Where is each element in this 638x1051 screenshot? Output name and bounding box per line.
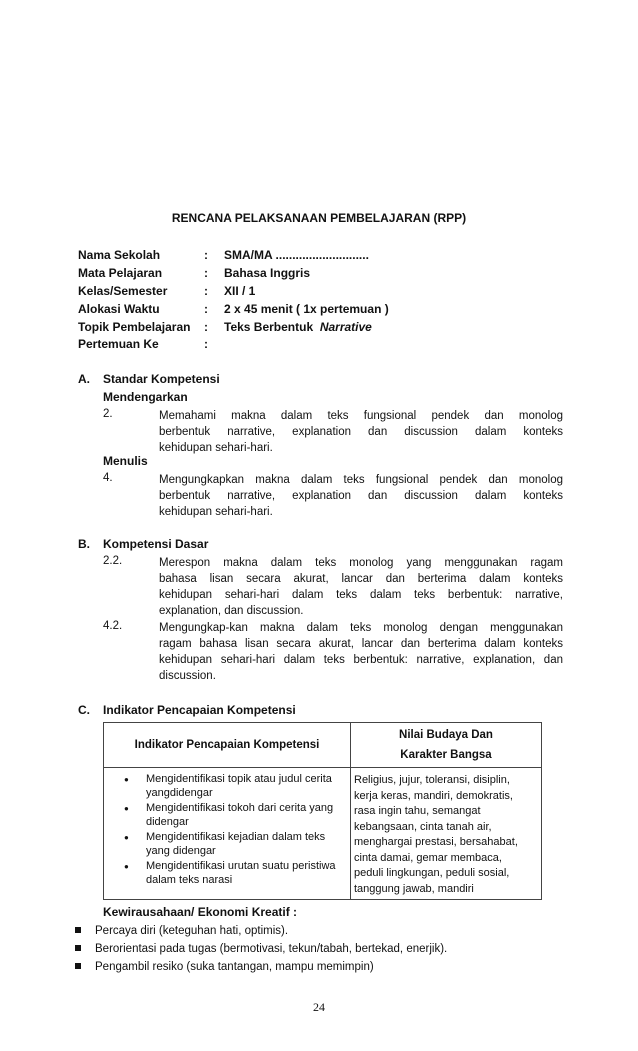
meta-value: XII / 1 xyxy=(224,284,256,298)
section-a-title: Standar Kompetensi xyxy=(103,372,220,386)
indicator-list xyxy=(105,769,349,893)
meta-colon: : xyxy=(204,284,208,298)
text-line: berbentuk narrative, explanation dan discussion dalam konteks xyxy=(159,426,563,438)
indicator-table xyxy=(103,722,542,900)
section-c-title: Indikator Pencapaian Kompetensi xyxy=(103,703,296,717)
meta-key: Mata Pelajaran xyxy=(78,266,163,280)
square-bullet-icon xyxy=(75,927,81,933)
section-b-letter: B. xyxy=(78,537,90,551)
list-item xyxy=(95,961,374,973)
competency-text xyxy=(159,555,563,619)
page-number: 24 xyxy=(313,1000,325,1014)
subgroup-label: Menulis xyxy=(103,454,148,468)
header-indicator: Indikator Pencapaian Kompetensi xyxy=(104,723,351,768)
text-line: kehidupan sehari-hari dalam teks berbentuk: narrative, explanation, dan xyxy=(159,654,563,666)
meta-colon: : xyxy=(204,248,208,262)
item-number: 4.2. xyxy=(103,620,123,632)
item-number: 4. xyxy=(103,472,113,484)
text-line: Mengungkapkan makna dalam teks fungsional pendek dan monolog xyxy=(159,474,563,486)
indicator-cell xyxy=(104,768,351,900)
values-line: kebangsaan, cinta tanah air, xyxy=(354,820,492,833)
list-item-text: Pengambil resiko (suka tantangan, mampu memimpin) xyxy=(95,961,374,973)
competency-text xyxy=(159,472,563,520)
meta-row-topic xyxy=(78,320,558,338)
text-line: bahasa lisan secara akurat, lancar dan berterima dalam konteks xyxy=(159,573,563,585)
competency-text xyxy=(159,620,563,684)
values-cell xyxy=(351,768,542,900)
meta-row-class xyxy=(78,284,558,302)
values-line: menghargai prestasi, bersahabat, xyxy=(354,836,518,848)
section-b-title: Kompetensi Dasar xyxy=(103,537,209,551)
item-number: 2. xyxy=(103,408,113,420)
meta-row-school xyxy=(78,248,558,266)
text-line: explanation, dan discussion. xyxy=(159,605,304,617)
list-item-text: Berorientasi pada tugas (bermotivasi, tekun/tabah, bertekad, enerjik). xyxy=(95,943,448,955)
document-title: RENCANA PELAKSANAAN PEMBELAJARAN (RPP) xyxy=(171,211,467,225)
kewirausahaan-title: Kewirausahaan/ Ekonomi Kreatif : xyxy=(103,905,298,919)
topic-text: Teks Berbentuk xyxy=(224,320,314,334)
meta-value xyxy=(224,320,372,334)
text-line: berbentuk narrative, explanation dan discussion dalam konteks xyxy=(159,490,563,502)
meta-value: 2 x 45 menit ( 1x pertemuan ) xyxy=(224,302,389,316)
meta-colon: : xyxy=(204,320,208,334)
list-item: ● Mengidentifikasi topik atau judul cerita yangdidengar xyxy=(105,773,347,800)
meta-value: SMA/MA ............................ xyxy=(224,248,369,262)
text-line: Merespon makna dalam teks monolog yang menggunakan ragam xyxy=(159,557,563,569)
square-bullet-icon xyxy=(75,963,81,969)
meta-value: Bahasa Inggris xyxy=(224,266,311,280)
list-item-text: Percaya diri (keteguhan hati, optimis). xyxy=(95,925,289,937)
values-line: kerja keras, mandiri, demokratis, xyxy=(354,789,513,802)
text-line: discussion. xyxy=(159,670,216,682)
competency-text xyxy=(159,408,563,456)
values-line: rasa ingin tahu, semangat xyxy=(354,805,481,817)
section-a-letter: A. xyxy=(78,372,90,386)
table-header-row xyxy=(104,723,542,768)
header-values-line: Karakter Bangsa xyxy=(400,749,492,761)
text-line: Mengungkap-kan makna dalam teks monolog dengan menggunakan xyxy=(159,622,563,634)
section-c-letter: C. xyxy=(78,703,90,717)
text-line: Memahami makna dalam teks fungsional pendek dan monolog xyxy=(159,410,563,422)
list-item: ● Mengidentifikasi kejadian dalam teks yang didengar xyxy=(105,831,347,858)
meta-colon: : xyxy=(204,302,208,316)
values-line: tanggung jawab, mandiri xyxy=(354,882,474,895)
header-values xyxy=(351,723,542,768)
header-values-line: Nilai Budaya Dan xyxy=(399,729,493,741)
values-line: Religius, jujur, toleransi, disiplin, xyxy=(354,774,510,786)
text-line: ragam bahasa lisan secara akurat, lancar dan berterima dalam konteks xyxy=(159,638,563,650)
text-line: kehidupan sehari-hari. xyxy=(159,506,273,518)
meta-row-subject xyxy=(78,266,558,284)
list-item: ● Mengidentifikasi tokoh dari cerita yang didengar xyxy=(105,802,347,829)
list-item: ● Mengidentifikasi urutan suatu peristiwa dalam teks narasi xyxy=(105,860,347,887)
table-row xyxy=(104,768,542,900)
text-line: kehidupan sehari-hari dalam teks dalam teks berbentuk: narrative, xyxy=(159,589,563,601)
meta-row-meeting xyxy=(78,337,558,355)
list-item xyxy=(95,943,447,955)
values-line: peduli lingkungan, peduli sosial, xyxy=(354,867,510,879)
subgroup-label: Mendengarkan xyxy=(103,390,188,404)
meta-colon: : xyxy=(204,337,208,351)
topic-italic: Narrative xyxy=(319,320,372,334)
values-line: cinta damai, gemar membaca, xyxy=(354,851,502,864)
meta-key: Nama Sekolah xyxy=(78,248,161,262)
list-item xyxy=(95,925,288,937)
meta-key: Pertemuan Ke xyxy=(78,337,159,351)
meta-row-time xyxy=(78,302,558,320)
meta-key: Kelas/Semester xyxy=(78,284,168,298)
meta-key: Topik Pembelajaran xyxy=(78,320,191,334)
item-number: 2.2. xyxy=(103,555,123,567)
text-line: kehidupan sehari-hari. xyxy=(159,442,273,454)
square-bullet-icon xyxy=(75,945,81,951)
meta-key: Alokasi Waktu xyxy=(78,302,160,316)
meta-colon: : xyxy=(204,266,208,280)
